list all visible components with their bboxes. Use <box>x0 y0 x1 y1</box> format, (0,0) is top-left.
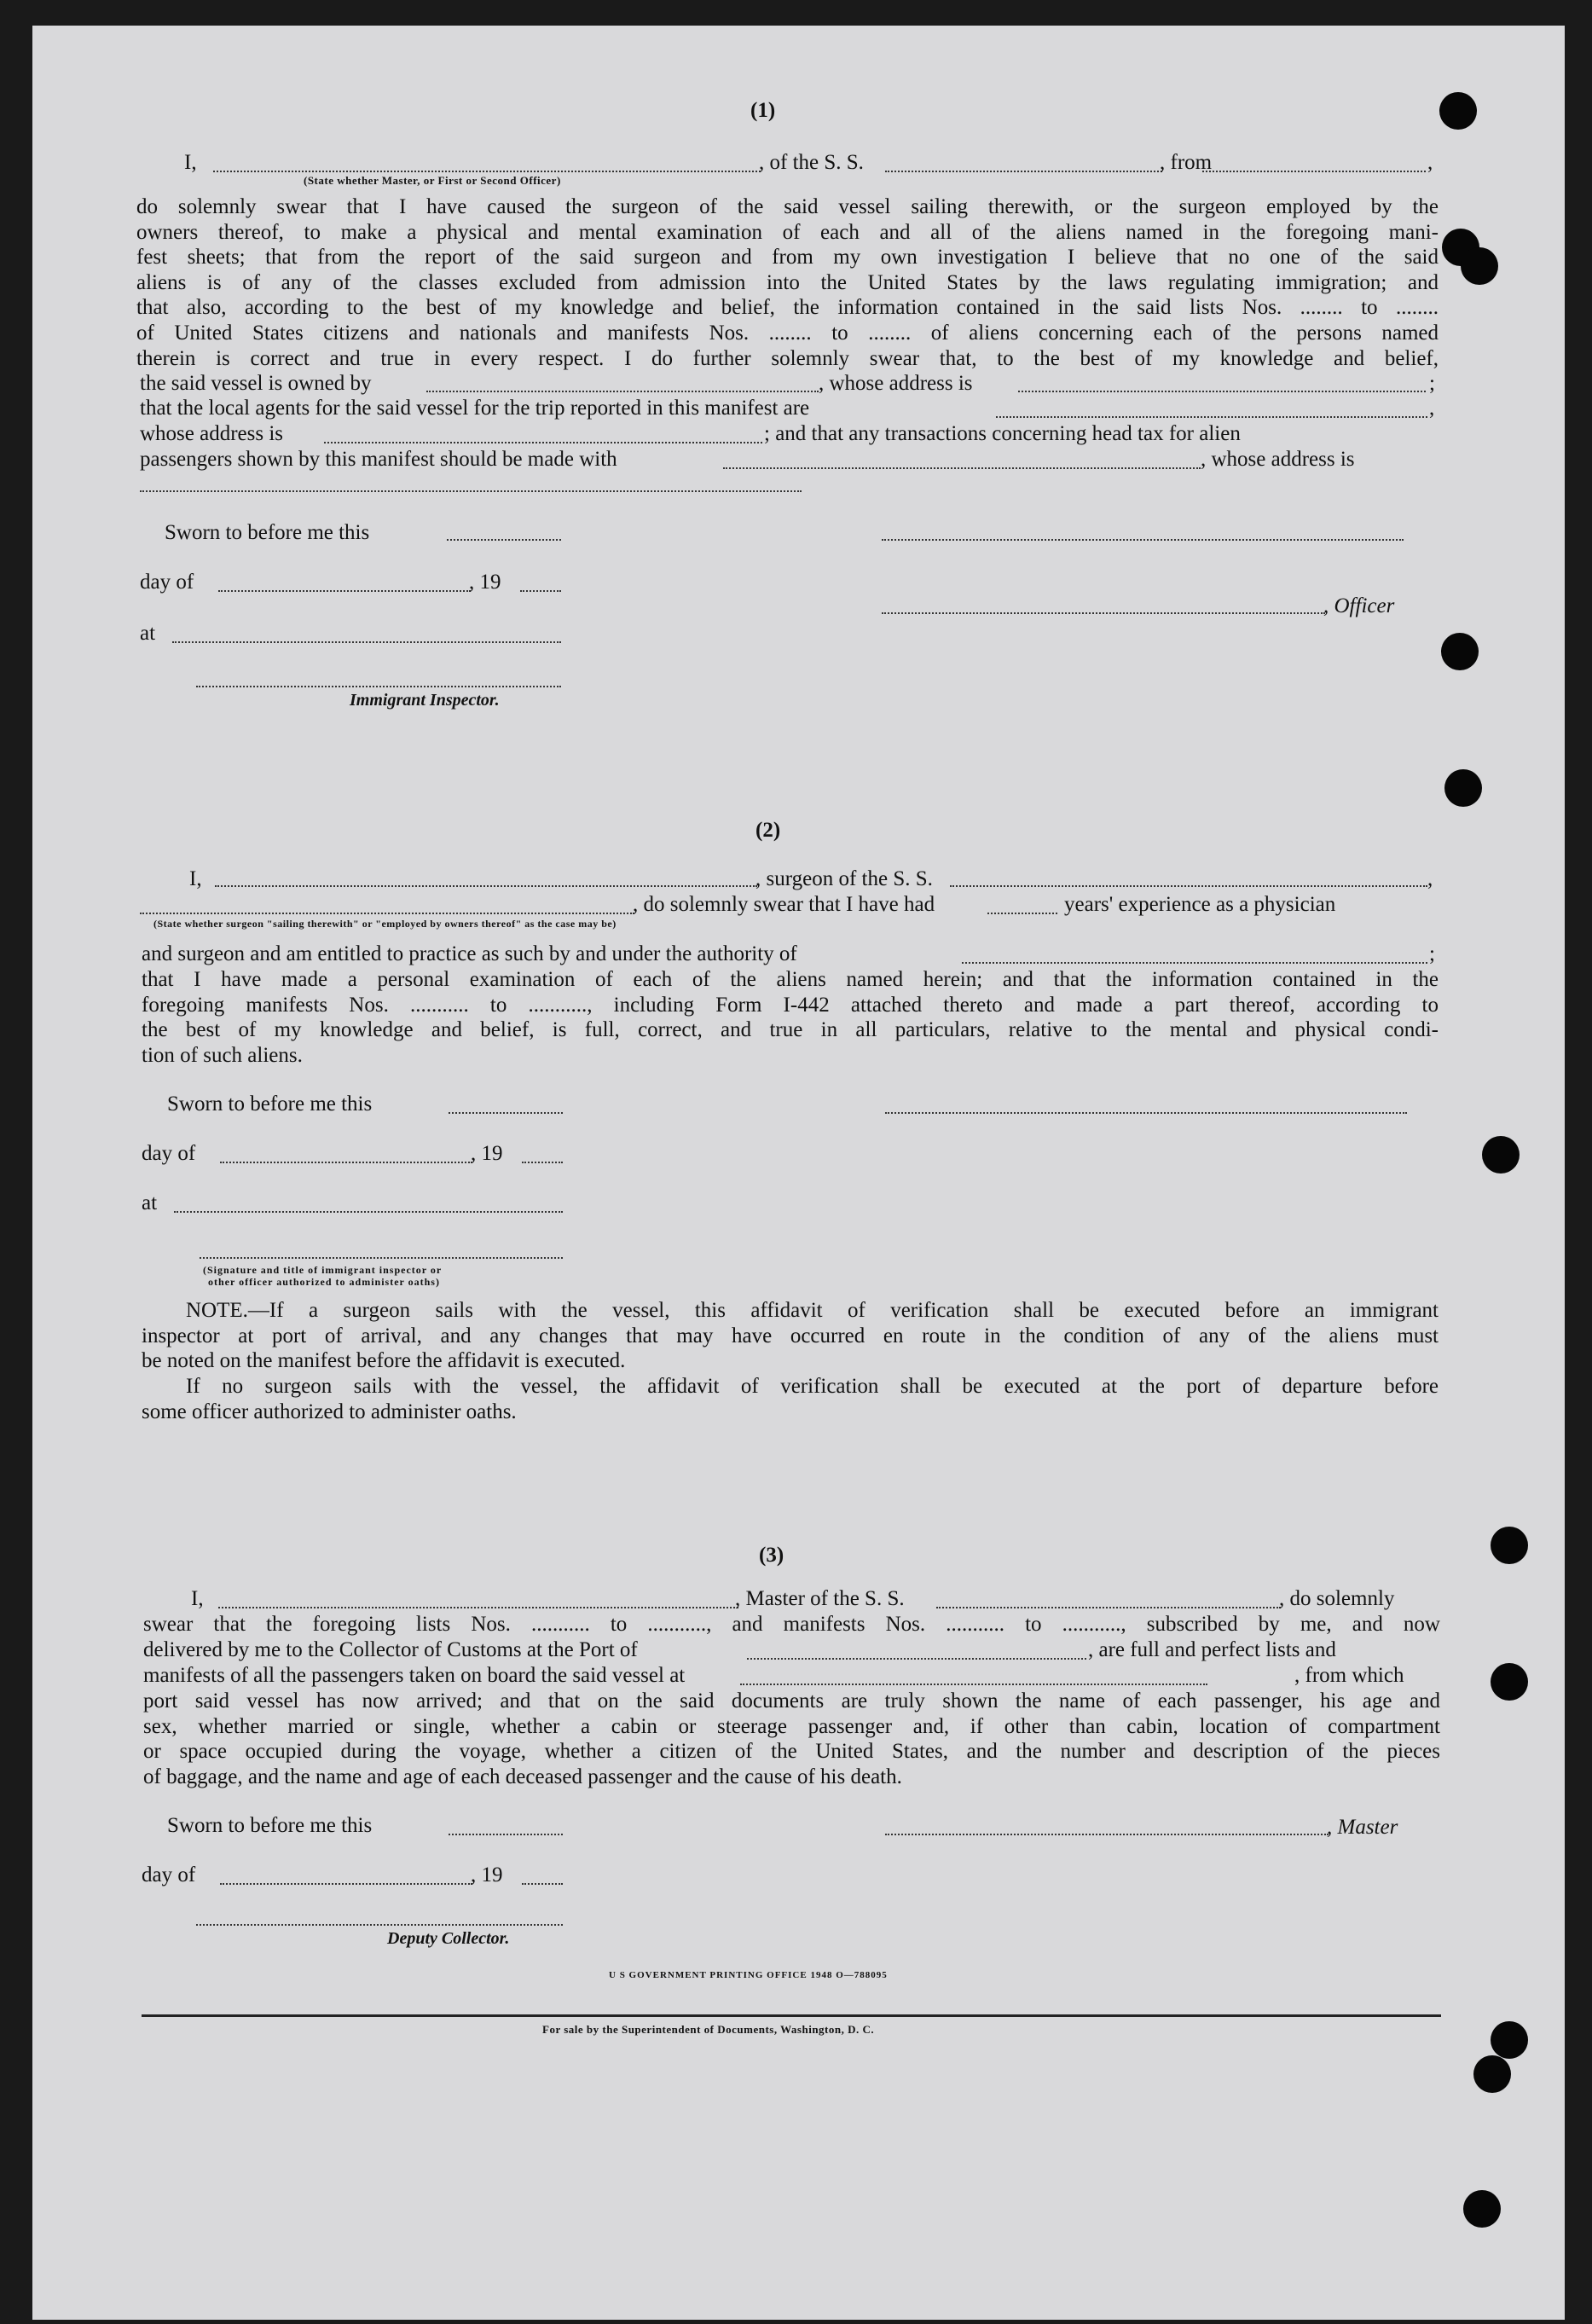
text-owned-by: the said vessel is owned by <box>140 372 372 395</box>
text-master-of: , Master of the S. S. <box>735 1587 905 1610</box>
blank-line <box>172 641 561 643</box>
caption: (State whether Master, or First or Second Officer) <box>304 174 561 187</box>
sworn-label: Sworn to before me this <box>167 1092 373 1116</box>
note-line: inspector at port of arrival, and any changes that may have occurred en route in the condition of any of the aliens must <box>142 1324 1439 1347</box>
text-whose-address: , whose address is <box>819 372 973 395</box>
punch-hole <box>1482 1136 1520 1174</box>
text-comma: , <box>1429 397 1435 420</box>
blank-line <box>220 1162 472 1163</box>
day-of-label: day of <box>140 571 194 594</box>
signature-caption: (Signature and title of immigrant inspector or <box>203 1264 443 1276</box>
punch-hole <box>1444 769 1482 807</box>
oath-line: of United States citizens and nationals and manifests Nos. ........ to ........ of aliens concerning each of the persons named <box>136 321 1439 345</box>
master-paragraph-2 <box>143 1689 1440 1765</box>
text-comma: , <box>1427 151 1433 174</box>
document-page <box>32 26 1565 2320</box>
year-label: , 19 <box>471 1863 503 1886</box>
inspector-caption: Immigrant Inspector. <box>350 691 500 710</box>
blank-line <box>996 416 1427 418</box>
blank-line <box>936 1607 1281 1608</box>
oath-line: that also, according to the best of my knowledge and belief, the information contained in the said lists Nos. ........ to ........ <box>136 296 1439 320</box>
signature-line <box>196 686 561 687</box>
year-label: , 19 <box>469 571 501 594</box>
text-manifests: manifests of all the passengers taken on board the said vessel at <box>143 1664 686 1687</box>
sale-notice: For sale by the Superintendent of Documents, Washington, D. C. <box>542 2023 875 2036</box>
year-label: , 19 <box>471 1142 503 1165</box>
text-of-ss: , of the S. S. <box>759 151 864 174</box>
punch-hole <box>1491 1527 1528 1564</box>
at-label: at <box>142 1191 158 1214</box>
blank-line <box>140 490 802 492</box>
punch-hole <box>1463 2190 1501 2228</box>
blank-line <box>140 913 634 914</box>
deputy-caption: Deputy Collector. <box>387 1929 510 1948</box>
blank-line <box>218 590 471 592</box>
day-of-label: day of <box>142 1142 196 1165</box>
text-swear: , do solemnly swear that I have had <box>633 893 935 916</box>
blank-line <box>950 885 1427 887</box>
text-whose-address: , whose address is <box>1201 448 1355 471</box>
oath-line: tion of such aliens. <box>142 1044 303 1067</box>
blank-line <box>447 539 561 541</box>
oath-line: fest sheets; that from the report of the said surgeon and from my own investigation I believe that no one of the said <box>136 246 1439 269</box>
text-semicolon: ; <box>1429 942 1435 965</box>
note-paragraph <box>142 1298 1439 1348</box>
text-i: I, <box>191 1587 204 1610</box>
blank-line <box>520 590 561 592</box>
oath-line: sex, whether married or single, whether a cabin or steerage passenger and, if other than cabin, location of compartment <box>143 1714 1440 1738</box>
punch-hole <box>1473 2055 1511 2093</box>
signature-line <box>885 1834 1329 1835</box>
blank-line <box>174 1211 563 1213</box>
blank-line <box>1018 391 1426 392</box>
text-from: , from <box>1160 151 1213 174</box>
sworn-label: Sworn to before me this <box>167 1814 373 1837</box>
text-passengers: passengers shown by this manifest should be made with <box>140 448 617 471</box>
blank-line <box>522 1883 563 1885</box>
blank-line <box>218 1607 738 1608</box>
text-comma: , <box>1427 867 1433 890</box>
text-whose-address: whose address is <box>140 422 284 445</box>
text-delivered: delivered by me to the Collector of Customs at the Port of <box>143 1638 638 1661</box>
note-line: If no surgeon sails with the vessel, the affidavit of verification shall be executed at the port of departure before <box>186 1375 1439 1398</box>
note-line: NOTE.—If a surgeon sails with the vessel, this affidavit of verification shall be executed before an immigrant <box>186 1299 1439 1322</box>
punch-hole <box>1491 1663 1528 1701</box>
surgeon-paragraph <box>142 967 1439 1043</box>
blank-line <box>215 885 757 887</box>
signature-line <box>200 1257 563 1259</box>
blank-line <box>885 171 1162 172</box>
text-from-which: , from which <box>1294 1664 1404 1687</box>
punch-hole <box>1439 92 1477 130</box>
oath-line: foregoing manifests Nos. ........... to ..........., including Form I-442 attached thereto and made a part thereof, according to <box>142 993 1439 1017</box>
text-do-solemnly: , do solemnly <box>1279 1587 1395 1610</box>
blank-line <box>213 171 761 172</box>
oath-line: therein is correct and true in every respect. I do further solemnly swear that, to the best of my knowledge and belief, <box>136 346 1439 370</box>
officer-label: , Officer <box>1323 594 1395 617</box>
at-label: at <box>140 622 156 645</box>
caption: (State whether surgeon "sailing therewith" or "employed by owners thereof" as the case may be) <box>153 918 617 930</box>
oath-paragraph <box>136 194 1439 371</box>
text-surgeon-of: , surgeon of the S. S. <box>755 867 933 890</box>
blank-line <box>747 1658 1086 1660</box>
oath-line: or space occupied during the voyage, whether a citizen of the United States, and the number and description of the pieces <box>143 1740 1440 1764</box>
text-i: I, <box>184 151 197 174</box>
blank-line <box>987 913 1057 914</box>
blank-line <box>449 1112 563 1114</box>
text-years: years' experience as a physician <box>1064 893 1336 916</box>
signature-line <box>882 612 1325 614</box>
text-local-agents: that the local agents for the said vessel for the trip reported in this manifest are <box>140 397 810 420</box>
day-of-label: day of <box>142 1863 196 1886</box>
master-paragraph <box>143 1612 1440 1637</box>
oath-line: port said vessel has now arrived; and that on the said documents are truly shown the name of each passenger, his age and <box>143 1689 1440 1713</box>
blank-line <box>1202 171 1426 172</box>
punch-hole <box>1441 633 1479 670</box>
signature-line <box>196 1924 563 1926</box>
punch-hole <box>1461 247 1498 285</box>
oath-line: aliens is of any of the classes excluded from admission into the United States by the laws regulating immigration; and <box>136 270 1439 294</box>
text-head-tax: ; and that any transactions concerning head tax for alien <box>764 422 1241 445</box>
blank-line <box>522 1162 563 1163</box>
section-number: (2) <box>755 819 781 842</box>
note-line: some officer authorized to administer oaths. <box>142 1400 517 1423</box>
oath-line: swear that the foregoing lists Nos. ........... to ..........., and manifests Nos. ........... to ..........., subscribed by me, and now <box>143 1613 1440 1636</box>
oath-line: that I have made a personal examination of each of the aliens named herein; and that the information contained in the <box>142 968 1439 991</box>
gpo-imprint: U S GOVERNMENT PRINTING OFFICE 1948 O—788095 <box>609 1970 888 1980</box>
section-number: (1) <box>750 99 776 122</box>
blank-line <box>324 442 762 443</box>
blank-line <box>426 391 819 392</box>
text-authority: and surgeon and am entitled to practice as such by and under the authority of <box>142 942 797 965</box>
sworn-label: Sworn to before me this <box>165 521 370 544</box>
note-line: be noted on the manifest before the affidavit is executed. <box>142 1349 626 1372</box>
punch-hole <box>1491 2021 1528 2059</box>
blank-line <box>449 1834 563 1835</box>
master-label: , Master <box>1327 1816 1398 1839</box>
blank-line <box>740 1684 1207 1685</box>
oath-line: owners thereof, to make a physical and mental examination of each and all of the aliens named in the foregoing mani- <box>136 220 1439 244</box>
signature-line <box>885 1112 1407 1114</box>
blank-line <box>723 467 1201 469</box>
signature-line <box>882 539 1404 541</box>
text-semicolon: ; <box>1429 372 1435 395</box>
section-number: (3) <box>759 1544 784 1567</box>
note2-paragraph <box>142 1374 1439 1400</box>
signature-caption: other officer authorized to administer oaths) <box>208 1276 440 1288</box>
blank-line <box>220 1883 472 1885</box>
oath-line: of baggage, and the name and age of each deceased passenger and the cause of his death. <box>143 1765 902 1788</box>
oath-line: do solemnly swear that I have caused the surgeon of the said vessel sailing therewith, or the surgeon employed by the <box>136 195 1439 218</box>
text-i: I, <box>189 867 202 890</box>
footer-rule <box>142 2014 1441 2017</box>
oath-line: the best of my knowledge and belief, is full, correct, and true in all particulars, relative to the mental and physical condi- <box>142 1018 1439 1042</box>
blank-line <box>962 962 1427 964</box>
text-full-perfect: , are full and perfect lists and <box>1088 1638 1336 1661</box>
